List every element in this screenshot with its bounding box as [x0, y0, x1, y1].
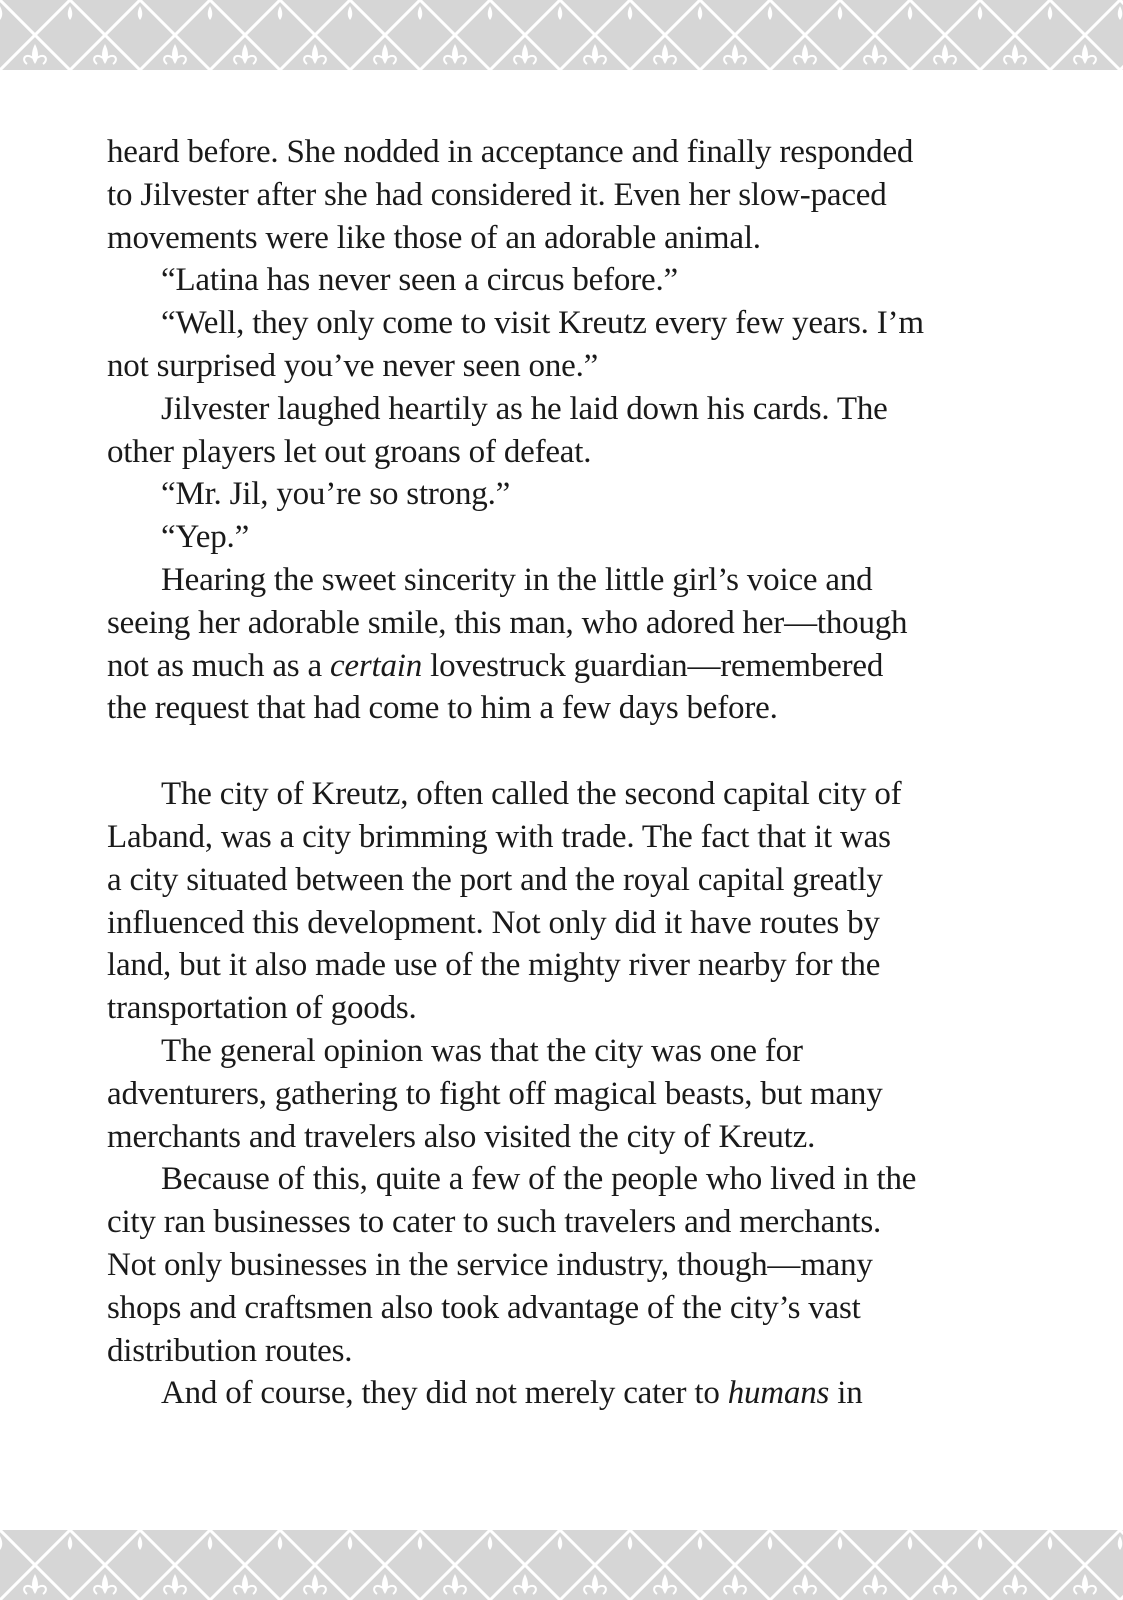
text-line: to Jilvester after she had considered it. Even her slow-paced: [107, 176, 887, 213]
text-line: land, but it also made use of the mighty river nearby for the: [107, 947, 881, 984]
text-line: merchants and travelers also visited the city of Kreutz.: [107, 1118, 816, 1155]
section-break: [107, 730, 967, 773]
paragraph-start: [107, 1372, 967, 1415]
paragraph-start: Hearing the sweet sincerity in the little girl’s voice and: [161, 561, 873, 598]
text-line: shops and craftsmen also took advantage of the city’s vast: [107, 1289, 861, 1326]
text-span: lovestruck guardian—remembered: [422, 647, 884, 684]
lattice-pattern: [0, 1530, 1123, 1600]
text-line: a city situated between the port and the royal capital greatly: [107, 861, 883, 898]
text-line: not surprised you’ve never seen one.”: [107, 347, 599, 384]
dialogue-line: “Mr. Jil, you’re so strong.”: [161, 476, 511, 513]
bottom-decorative-border: [0, 1530, 1123, 1600]
text-line: other players let out groans of defeat.: [107, 433, 592, 470]
paragraph-start: The general opinion was that the city was one for: [161, 1032, 803, 1069]
emphasis-text: humans: [727, 1375, 830, 1412]
text-line: adventurers, gathering to fight off magical beasts, but many: [107, 1075, 883, 1112]
dialogue-line: “Yep.”: [161, 519, 250, 556]
text-span: not as much as a: [107, 647, 330, 684]
paragraph-start: Because of this, quite a few of the people who lived in the: [161, 1161, 917, 1198]
text-line: transportation of goods.: [107, 990, 417, 1027]
text-line: Not only businesses in the service industry, though—many: [107, 1246, 873, 1283]
text-line: distribution routes.: [107, 1332, 353, 1369]
paragraph-start: The city of Kreutz, often called the second capital city of: [161, 776, 902, 813]
text-line: the request that had come to him a few days before.: [107, 690, 778, 727]
text-span: And of course, they did not merely cater to: [161, 1375, 728, 1412]
text-line: movements were like those of an adorable animal.: [107, 219, 761, 256]
text-line: city ran businesses to cater to such travelers and merchants.: [107, 1204, 882, 1241]
emphasis-text: certain: [329, 647, 423, 684]
page-body: [107, 131, 967, 1415]
dialogue-line: “Latina has never seen a circus before.”: [161, 262, 678, 299]
dialogue-line: “Well, they only come to visit Kreutz every few years. I’m: [161, 305, 924, 342]
text-span: in: [829, 1375, 863, 1412]
lattice-pattern: [0, 0, 1123, 70]
text-line: [107, 645, 967, 688]
text-line: seeing her adorable smile, this man, who adored her—though: [107, 604, 908, 641]
text-line: heard before. She nodded in acceptance and finally responded: [107, 134, 914, 170]
text-line: influenced this development. Not only did it have routes by: [107, 904, 880, 941]
top-decorative-border: [0, 0, 1123, 70]
paragraph-start: Jilvester laughed heartily as he laid down his cards. The: [161, 390, 888, 427]
text-line: Laband, was a city brimming with trade. The fact that it was: [107, 818, 891, 855]
